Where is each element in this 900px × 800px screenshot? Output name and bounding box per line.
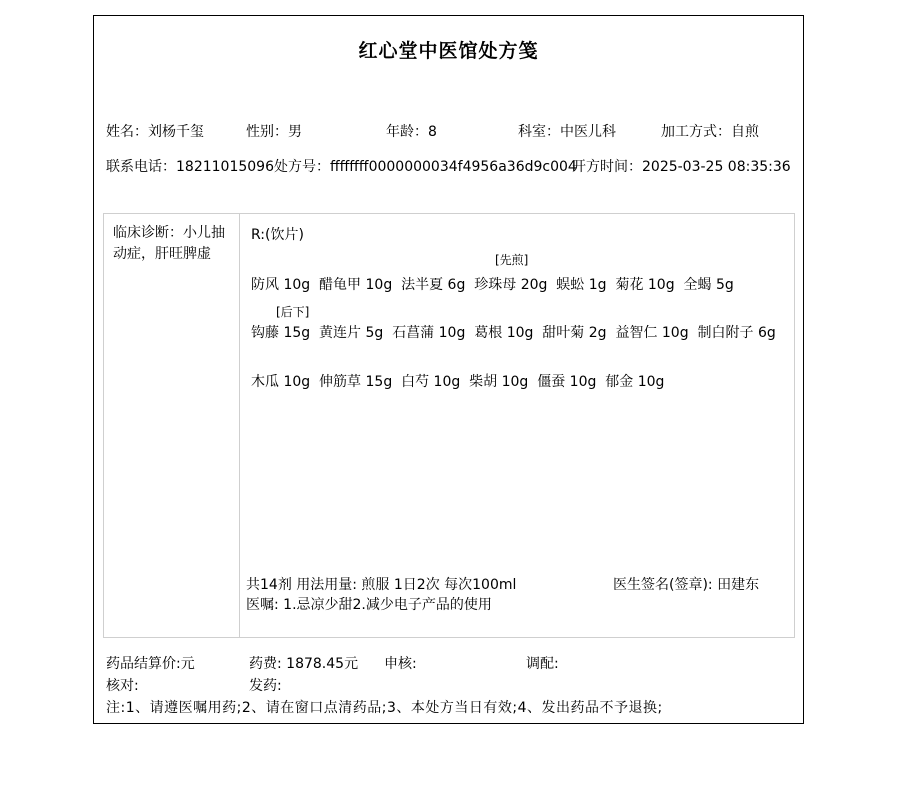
rx-number-field (274, 156, 577, 176)
settle-price-field (106, 653, 195, 673)
processing-label: 加工方式： (661, 124, 731, 140)
rx-number-label: 处方号： (274, 159, 330, 175)
settle-price-unit: 元 (180, 656, 195, 672)
prescription-body-box (103, 213, 795, 638)
age-field (386, 121, 437, 141)
age-value: 8 (428, 124, 437, 140)
issue-time-value: 2025-03-25 08:35:36 (642, 159, 791, 175)
fee-label: 药费: (249, 656, 287, 672)
decoct-first-tag: [先煎] (495, 253, 529, 267)
prescription-sheet (93, 15, 804, 724)
age-label: 年龄： (386, 124, 428, 140)
processing-value: 自煎 (731, 124, 759, 140)
doctor-signature-name: 田建东 (717, 577, 760, 593)
fee-value: 1878.45元 (286, 656, 359, 672)
processing-field (661, 121, 759, 141)
settle-price-label: 药品结算价: (106, 656, 181, 672)
phone-value: 18211015096 (176, 159, 274, 175)
gender-value: 男 (288, 124, 302, 140)
phone-label: 联系电话： (106, 159, 176, 175)
rx-number-value: ffffffff0000000034f4956a36d9c004 (330, 159, 577, 175)
patient-name-field (106, 121, 204, 141)
herb-line-2: 钩藤 15g 黄连片 5g 石菖蒲 10g 葛根 10g 甜叶菊 2g 益智仁 10g 制白附子 6g (251, 325, 776, 341)
page-title: 红心堂中医馆处方笺 (358, 40, 539, 62)
decoct-later-tag: [后下] (276, 305, 310, 319)
doctor-signature-field (613, 574, 759, 594)
department-field (518, 121, 616, 141)
rx-content-area (241, 214, 794, 637)
gender-label: 性别： (246, 124, 288, 140)
dosage-summary: 共14剂 用法用量: 煎服 1日2次 每次100ml (246, 577, 517, 593)
check-field: 核对: (106, 678, 139, 694)
footer-note: 注:1、请遵医嘱用药;2、请在窗口点清药品;3、本处方当日有效;4、发出药品不予退换; (106, 700, 663, 716)
department-value: 中医儿科 (560, 124, 616, 140)
issue-time-field (572, 156, 791, 176)
doctor-advice: 医嘱: 1.忌凉少甜2.减少电子产品的使用 (246, 597, 492, 613)
gender-field (246, 121, 302, 141)
patient-name-label: 姓名： (106, 124, 148, 140)
fee-field (249, 653, 358, 673)
issue-time-label: 开方时间： (572, 159, 642, 175)
dispense-field: 发药: (249, 678, 282, 694)
department-label: 科室： (518, 124, 560, 140)
doctor-signature-label: 医生签名(签章): (613, 577, 718, 593)
herb-line-3: 木瓜 10g 伸筋草 15g 白芍 10g 柴胡 10g 僵蚕 10g 郁金 10g (251, 374, 665, 390)
rx-header: R:(饮片) (251, 227, 304, 243)
patient-name-value: 刘杨千玺 (148, 124, 204, 140)
phone-field (106, 156, 274, 176)
review-field: 申核: (384, 656, 417, 672)
compound-field: 调配: (526, 656, 559, 672)
herb-line-1: 防风 10g 醋龟甲 10g 法半夏 6g 珍珠母 20g 蜈蚣 1g 菊花 10g 全蝎 5g (251, 277, 734, 293)
clinical-diagnosis: 临床诊断：小儿抽动症，肝旺脾虚 (104, 214, 240, 637)
